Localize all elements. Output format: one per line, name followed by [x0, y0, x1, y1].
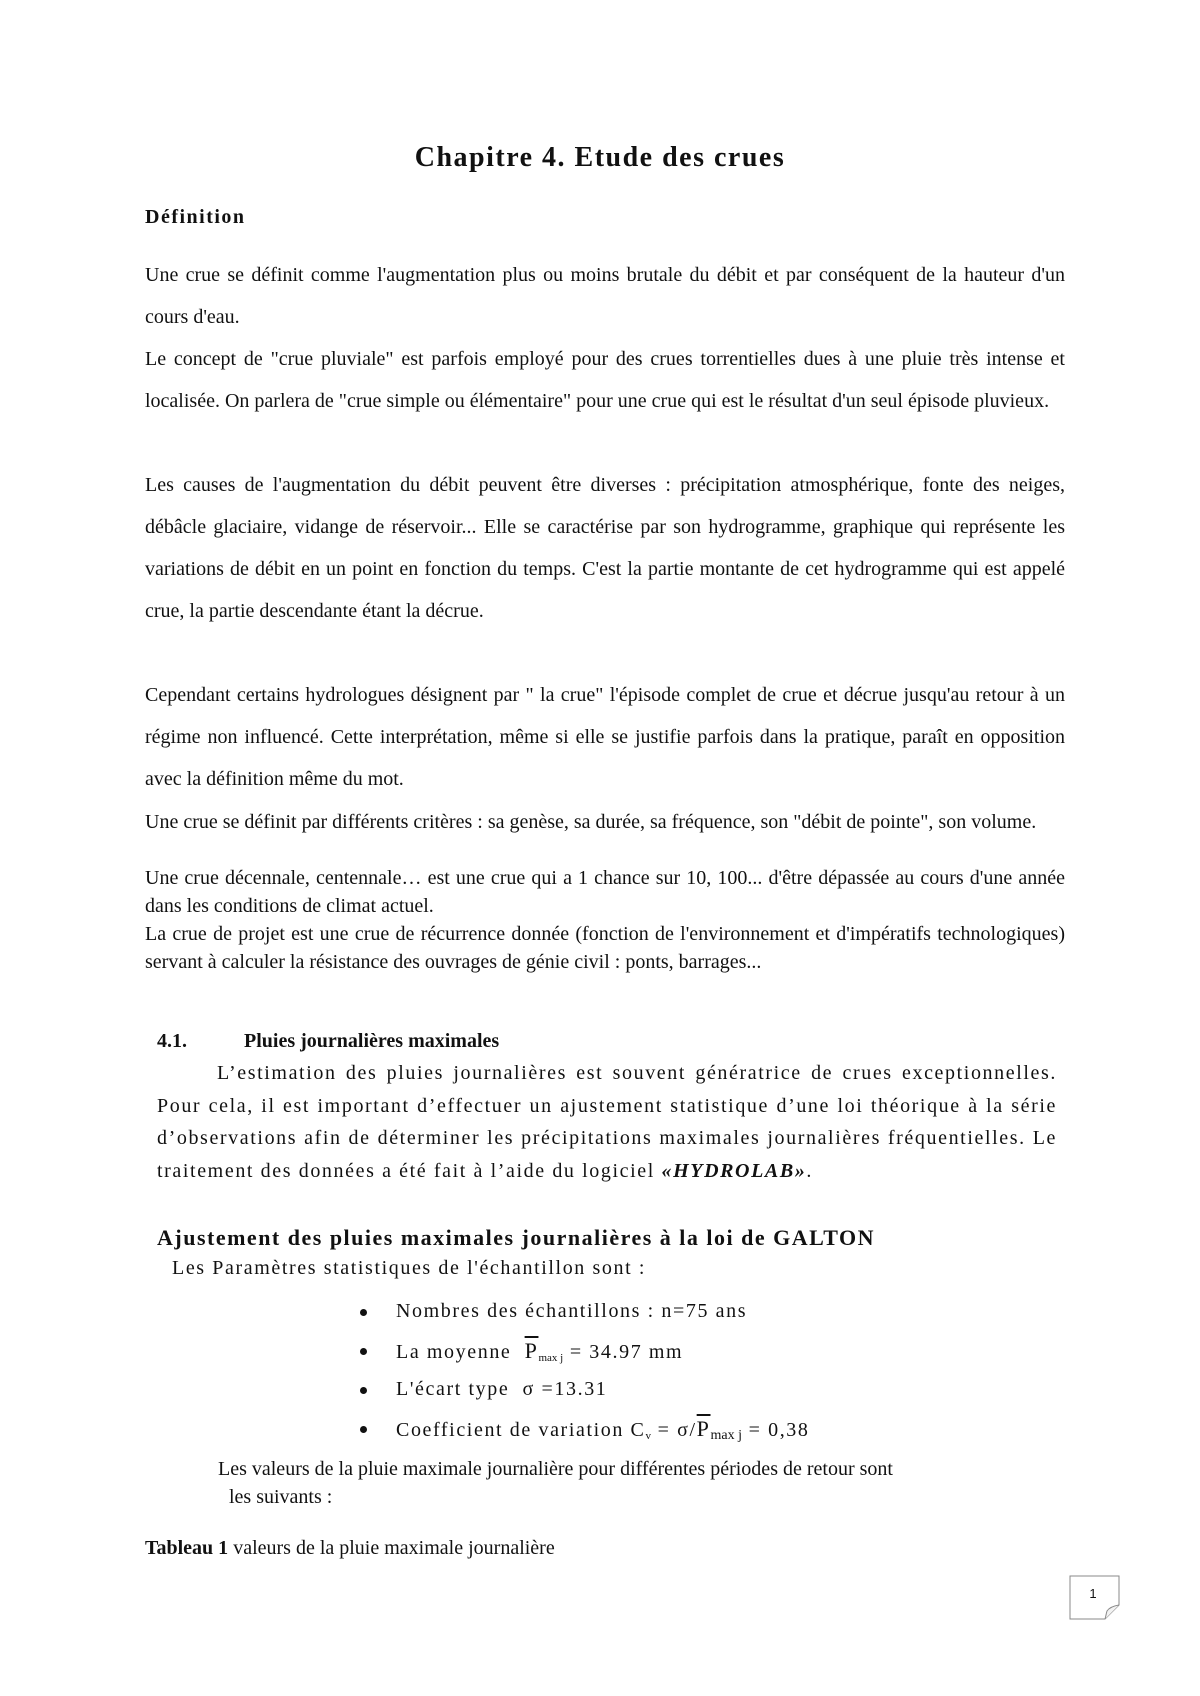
values-intro-text: Les valeurs de la pluie maximale journalière pour différentes périodes de retour sont les suivants : — [218, 1458, 893, 1508]
table-caption-label: Tableau 1 — [145, 1537, 229, 1559]
params-intro: Les Paramètres statistiques de l'échantillon sont : — [172, 1257, 647, 1279]
bullet-icon — [360, 1426, 367, 1433]
statistics-list — [360, 1292, 810, 1448]
paragraph-crue-decennale: Une crue décennale, centennale… est une crue qui a 1 chance sur 10, 100... d'être dépassée au cours d'une année dans les conditions de climat actuel. — [145, 867, 1065, 917]
cv-mean-symbol: $\overline{P}$ — [696, 1416, 711, 1441]
sigma-symbol: σ — [522, 1378, 535, 1400]
paragraph-crue-definition: Une crue se définit comme l'augmentation plus ou moins brutale du débit et par conséquent de la hauteur d'un cours d'eau. — [145, 264, 1065, 328]
section-4-1-heading — [157, 1030, 499, 1053]
table-caption-text: valeurs de la pluie maximale journalière — [228, 1537, 555, 1559]
section-4-1-text-before: L’estimation des pluies journalières est souvent génératrice de crues exceptionnelles. Pour cela, il est important d’effectuer un ajustement statistique d’une loi théorique à la série d’observations afin de déterminer les précipitations maximales journalières fréquentielles. Le traitement des données a été fait à l’aide du logiciel — [157, 1062, 1057, 1182]
table-caption — [145, 1537, 555, 1560]
mean-symbol: $\overline{P}$ — [524, 1338, 539, 1363]
section-4-1-text: L’estimation des pluies journalières est souvent génératrice de crues exceptionnelles. Pour cela, il est important d’effectuer un ajustement statistique d’une loi théorique à la série d’observations afin de déterminer les précipitations maximales journalières fréquentielles. Le traitement des données a été fait à l’aide du logiciel «HYDROLAB». — [157, 1062, 1057, 1182]
bullet-icon — [360, 1387, 367, 1394]
paragraph-causes: Les causes de l'augmentation du débit peuvent être diverses : précipitation atmosphérique, fonte des neiges, débâcle glaciaire, vidange de réservoir... Elle se caractérise par son hydrogramme, graphique qui représente les variations de débit en un point en fonction du temps. C'est la partie montante de cet hydrogramme qui est appelé crue, la partie descendante étant la décrue. — [145, 474, 1065, 622]
paragraph-criteres: Une crue se définit par différents critères : sa genèse, sa durée, sa fréquence, son "débit de pointe", son volume. — [145, 811, 1037, 833]
software-name: «HYDROLAB» — [661, 1159, 807, 1182]
galton-heading: Ajustement des pluies maximales journalières à la loi de GALTON — [157, 1225, 876, 1250]
paragraph-crue-pluviale: Le concept de "crue pluviale" est parfois employé pour des crues torrentielles dues à une pluie très intense et localisée. On parlera de "crue simple ou élémentaire" pour une crue qui est le résultat d'un seul épisode pluvieux. — [145, 348, 1065, 412]
section-number: 4.1. — [157, 1030, 187, 1052]
list-item: Nombres des échantillons : n=75 ans — [360, 1292, 810, 1331]
section-title: Pluies journalières maximales — [244, 1030, 500, 1052]
paragraph-crue-projet: La crue de projet est une crue de récurrence donnée (fonction de l'environnement et d'impératifs technologiques) servant à calculer la résistance des ouvrages de génie civil : ponts, barrages... — [145, 923, 1065, 973]
list-item: Coefficient de variation $Cv = \sigma/\overline{P}\max$ j = 0,38 — [360, 1409, 810, 1448]
page-number-box — [1069, 1575, 1123, 1621]
definition-heading: Définition — [145, 206, 246, 228]
chapter-title: Chapitre 4. Etude des crues — [414, 142, 786, 173]
list-item: L'écart type σ =13.31 — [360, 1370, 810, 1409]
page-number: 1 — [1089, 1586, 1097, 1601]
list-item: La moyenne $\overline{P}\max$ j = 34.97 mm — [360, 1331, 810, 1370]
bullet-icon — [360, 1309, 367, 1316]
bullet-icon — [360, 1348, 367, 1355]
paragraph-hydrologues: Cependant certains hydrologues désignent par " la crue" l'épisode complet de crue et décrue jusqu'au retour à un régime non influencé. Cette interprétation, même si elle se justifie parfois dans la pratique, paraît en opposition avec la définition même du mot. — [145, 684, 1065, 790]
